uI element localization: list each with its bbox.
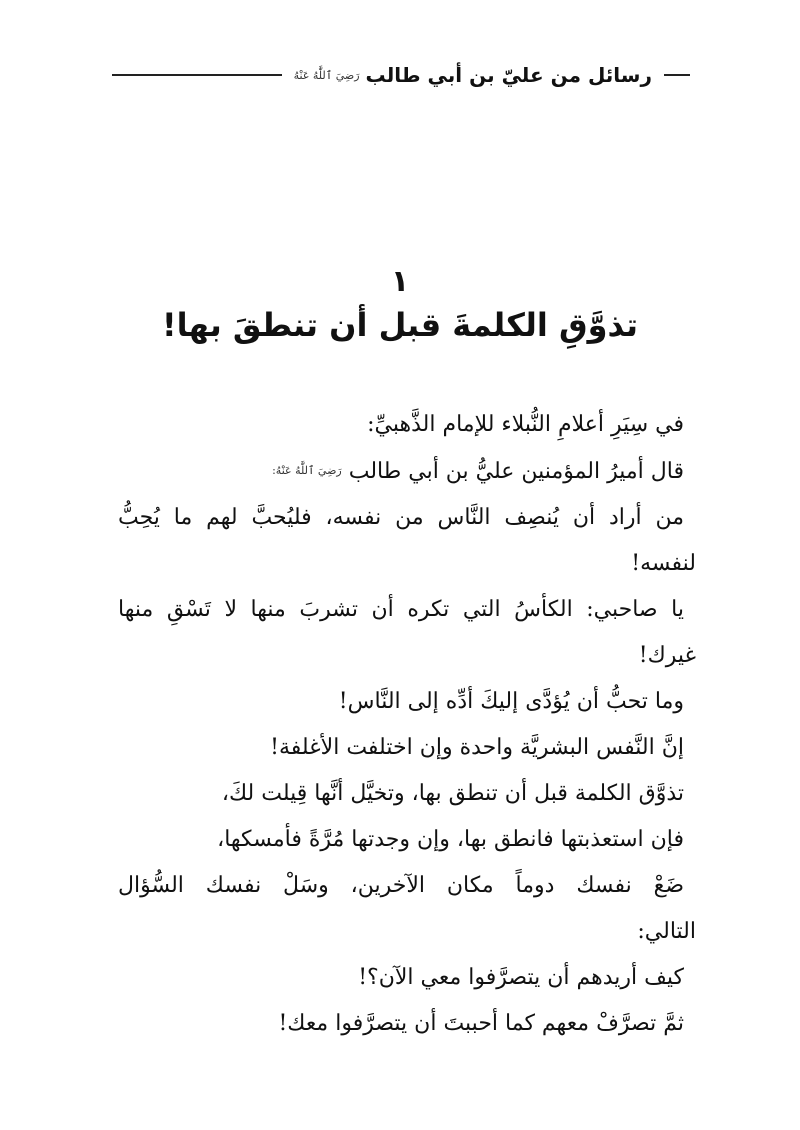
text-line: ضَعْ نفسك دوماً مكان الآخرين، وسَلْ نفسك السُّؤال (118, 873, 684, 898)
text-line: من أراد أن يُنصِف النَّاس من نفسه، فليُحبَّ لهم ما يُحِبُّ (118, 505, 684, 530)
chapter-number: ١ (390, 264, 410, 299)
text-line: وما تحبُّ أن يُؤدَّى إليكَ أدِّه إلى النَّاس! (338, 689, 684, 714)
text-line: تذوَّق الكلمة قبل أن تنطق بها، وتخيَّل أنَّها قِيلت لكَ، (221, 781, 684, 806)
header-honorific: رَضِيَ ٱللَّٰهُ عَنْهُ (293, 68, 360, 82)
text-line: التالي: (637, 919, 696, 944)
text-line: ثمَّ تصرَّفْ معهم كما أحببتَ أن يتصرَّفوا معك! (278, 1011, 684, 1036)
text-line: لنفسه! (631, 551, 696, 576)
text-line-main: قال أميرُ المؤمنين عليُّ بن أبي طالب (348, 459, 684, 484)
running-header (112, 55, 690, 95)
text-line: يا صاحبي: الكأسُ التي تكره أن تشربَ منها لا تَسْقِ منها (118, 597, 684, 622)
text-line (118, 448, 696, 495)
text-line: كيف أريدهم أن يتصرَّفوا معي الآن؟! (358, 965, 684, 990)
text-line: فإن استعذبتها فانطق بها، وإن وجدتها مُرَّةً فأمسكها، (217, 827, 684, 852)
body-text (118, 402, 696, 1047)
inline-honorific: رَضِيَ ٱللَّٰهُ عَنْهُ: (272, 464, 342, 477)
header-title-text: رسائل من عليّ بن أبي طالب (365, 63, 652, 87)
header-title (282, 63, 664, 87)
header-rule-left (112, 74, 282, 76)
text-line: غيرك! (638, 643, 696, 668)
chapter-title: تذوَّقِ الكلمةَ قبل أن تنطقَ بها! (162, 306, 638, 344)
text-line: في سِيَرِ أعلامِ النُّبلاء للإمام الذَّهبيِّ: (367, 412, 684, 437)
header-rule-right (664, 74, 690, 76)
text-line: إنَّ النَّفس البشريَّة واحدة وإن اختلفت الأغلفة! (270, 735, 684, 760)
